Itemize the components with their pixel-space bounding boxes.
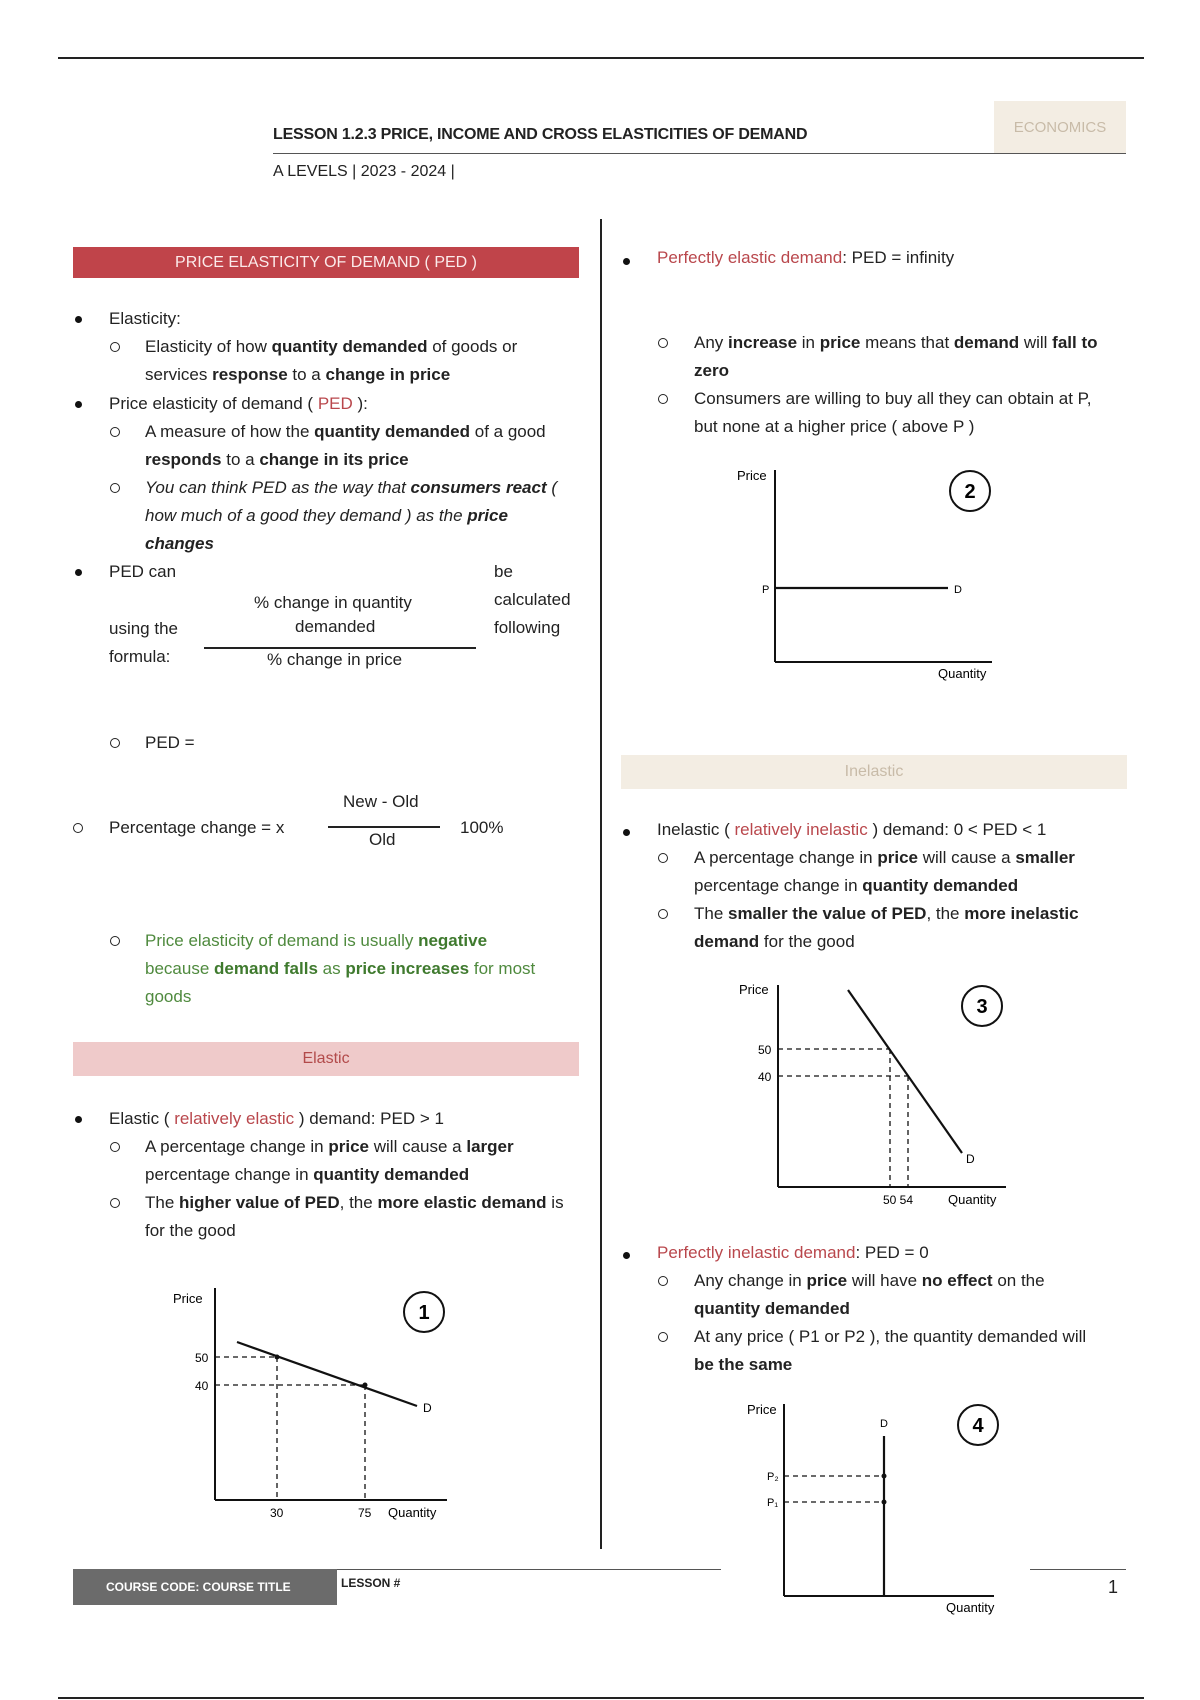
formula-denominator: % change in price — [267, 650, 403, 669]
y-tick-label: 40 — [758, 1070, 772, 1084]
sub-bullet-icon — [73, 823, 83, 833]
graph-perfectly-elastic — [730, 462, 1000, 687]
pi-pt1-line2: quantity demanded — [694, 1299, 850, 1318]
y-tick-label: 40 — [195, 1379, 209, 1393]
demand-curve-label: D — [880, 1418, 888, 1430]
sub-bullet-icon — [110, 738, 120, 748]
graph-number: 1 — [418, 1302, 430, 1324]
formula-intro-w6: formula: — [109, 647, 171, 666]
elasticity-def-line1: Elasticity of how quantity demanded of goods or — [145, 337, 518, 356]
curve-point — [275, 1355, 280, 1360]
y-tick-label: 50 — [195, 1351, 209, 1365]
column-divider — [600, 219, 602, 1549]
ped-label: Price elasticity of demand ( PED ): — [109, 394, 368, 413]
graph-perfectly-inelastic — [742, 1396, 1012, 1621]
x-tick-label: 50 54 — [883, 1193, 914, 1207]
graph-number: 3 — [976, 996, 988, 1018]
negative-note-line3: goods — [145, 987, 192, 1006]
x-tick-label: 75 — [358, 1506, 372, 1520]
formula-intro-w5: following — [494, 618, 561, 637]
pi-pt2-line2: be the same — [694, 1355, 793, 1374]
bullet-icon — [623, 829, 630, 836]
bullet-icon — [623, 1252, 630, 1259]
title-rule — [273, 153, 1126, 154]
negative-note-line1: Price elasticity of demand is usually negative — [145, 931, 488, 950]
ped-equation: PED = — [145, 733, 195, 752]
inelastic-section-banner: Inelastic — [621, 755, 1127, 789]
bullet-icon — [623, 258, 630, 265]
inelastic-pt1-line1: A percentage change in price will cause a smaller — [694, 848, 1075, 867]
page-number: 1 — [1108, 1577, 1119, 1597]
sub-bullet-icon — [658, 1276, 668, 1286]
elasticity-def-line2: services response to a change in price — [145, 365, 451, 384]
graph-elastic — [165, 1280, 465, 1530]
pe-pt2-line2: but none at a higher price ( above P ) — [694, 417, 975, 436]
footer-rule — [337, 1569, 721, 1570]
ped-section-banner: PRICE ELASTICITY OF DEMAND ( PED ) — [73, 247, 579, 278]
pct-change-denominator: Old — [369, 830, 396, 849]
perfectly-elastic-def: Perfectly elastic demand: PED = infinity — [657, 248, 955, 267]
curve-point — [363, 1383, 368, 1388]
graph-number: 4 — [972, 1415, 984, 1437]
pe-pt2-line1: Consumers are willing to buy all they can obtain at P, — [694, 389, 1092, 408]
ped-think-line3: changes — [145, 534, 214, 553]
top-rule — [58, 57, 1144, 59]
elastic-pt1-line1: A percentage change in price will cause a larger — [145, 1137, 514, 1156]
y-axis-label: Price — [173, 1291, 203, 1306]
perfectly-inelastic-def: Perfectly inelastic demand: PED = 0 — [657, 1243, 929, 1262]
footer-rule — [1030, 1569, 1126, 1570]
x-axis-label: Quantity — [948, 1192, 997, 1207]
price-label: P₂ — [767, 1471, 779, 1483]
curve-point — [882, 1474, 887, 1479]
sub-bullet-icon — [110, 342, 120, 352]
page-title: LESSON 1.2.3 PRICE, INCOME AND CROSS ELASTICITIES OF DEMAND — [273, 126, 808, 143]
sub-bullet-icon — [110, 427, 120, 437]
sub-bullet-icon — [658, 394, 668, 404]
sub-bullet-icon — [658, 338, 668, 348]
demand-curve — [237, 1342, 417, 1406]
demand-curve — [848, 990, 962, 1153]
inelastic-pt1-line2: percentage change in quantity demanded — [694, 876, 1019, 895]
demand-curve-label: D — [954, 584, 962, 596]
ped-think-line2: how much of a good they demand ) as the price — [145, 506, 508, 525]
elastic-def: Elastic ( relatively elastic ) demand: PED > 1 — [109, 1109, 444, 1128]
formula-numerator-line2: demanded — [295, 617, 376, 636]
elasticity-label: Elasticity: — [109, 309, 181, 328]
price-label: P₁ — [767, 1497, 779, 1509]
sub-bullet-icon — [110, 936, 120, 946]
sub-bullet-icon — [658, 1332, 668, 1342]
inelastic-pt2-line2: demand for the good — [694, 932, 855, 951]
negative-note-line2: because demand falls as price increases for most — [145, 959, 536, 978]
elastic-pt1-line2: percentage change in quantity demanded — [145, 1165, 470, 1184]
y-axis-label: Price — [739, 982, 769, 997]
formula-intro-w1: PED can — [109, 562, 177, 581]
formula-numerator-line1: % change in quantity — [254, 593, 412, 612]
bottom-rule — [58, 1697, 1144, 1699]
bullet-icon — [75, 401, 82, 408]
demand-curve-label: D — [966, 1152, 975, 1166]
ped-think-line1: You can think PED as the way that consumers react ( — [145, 478, 558, 497]
elastic-pt2-line2: for the good — [145, 1221, 236, 1240]
elastic-section-banner: Elastic — [73, 1042, 579, 1076]
sub-bullet-icon — [658, 853, 668, 863]
pct-change-numerator: New - Old — [343, 792, 419, 811]
ped-def-line2: responds to a change in its price — [145, 450, 409, 469]
y-axis-label: Price — [737, 468, 767, 483]
graph-number: 2 — [964, 481, 976, 503]
sub-bullet-icon — [110, 1142, 120, 1152]
subject-badge: ECONOMICS — [994, 101, 1126, 153]
bullet-icon — [75, 569, 82, 576]
inelastic-def: Inelastic ( relatively inelastic ) demand: 0 < PED < 1 — [657, 820, 1047, 839]
curve-point — [882, 1500, 887, 1505]
sub-bullet-icon — [658, 909, 668, 919]
bullet-icon — [75, 1116, 82, 1123]
x-axis-label: Quantity — [388, 1505, 437, 1520]
pct-change-factor: 100% — [460, 818, 504, 837]
pi-pt1-line1: Any change in price will have no effect on the — [694, 1271, 1045, 1290]
footer-lesson: LESSON # — [341, 1576, 401, 1590]
pe-pt1-line2: zero — [694, 361, 729, 380]
pct-change-label: Percentage change = x — [109, 818, 285, 837]
page-subtitle: A LEVELS | 2023 - 2024 | — [273, 163, 455, 180]
formula-intro-w3: calculated — [494, 590, 571, 609]
demand-curve-label: D — [423, 1401, 432, 1415]
bullet-icon — [75, 316, 82, 323]
elastic-pt2-line1: The higher value of PED, the more elastic demand is — [145, 1193, 564, 1212]
price-label: P — [762, 584, 770, 596]
inelastic-pt2-line1: The smaller the value of PED, the more inelastic — [694, 904, 1079, 923]
formula-intro-w2: be — [494, 562, 513, 581]
x-axis-label: Quantity — [938, 666, 987, 681]
sub-bullet-icon — [110, 483, 120, 493]
footer-course: COURSE CODE: COURSE TITLE — [73, 1569, 337, 1605]
graph-inelastic — [730, 975, 1020, 1215]
x-axis-label: Quantity — [946, 1600, 995, 1615]
y-tick-label: 50 — [758, 1043, 772, 1057]
pi-pt2-line1: At any price ( P1 or P2 ), the quantity demanded will — [694, 1327, 1087, 1346]
formula-intro-w4: using the — [109, 619, 178, 638]
x-tick-label: 30 — [270, 1506, 284, 1520]
ped-def-line1: A measure of how the quantity demanded of a good — [145, 422, 546, 441]
y-axis-label: Price — [747, 1402, 777, 1417]
pe-pt1-line1: Any increase in price means that demand will fall to — [694, 333, 1098, 352]
sub-bullet-icon — [110, 1198, 120, 1208]
